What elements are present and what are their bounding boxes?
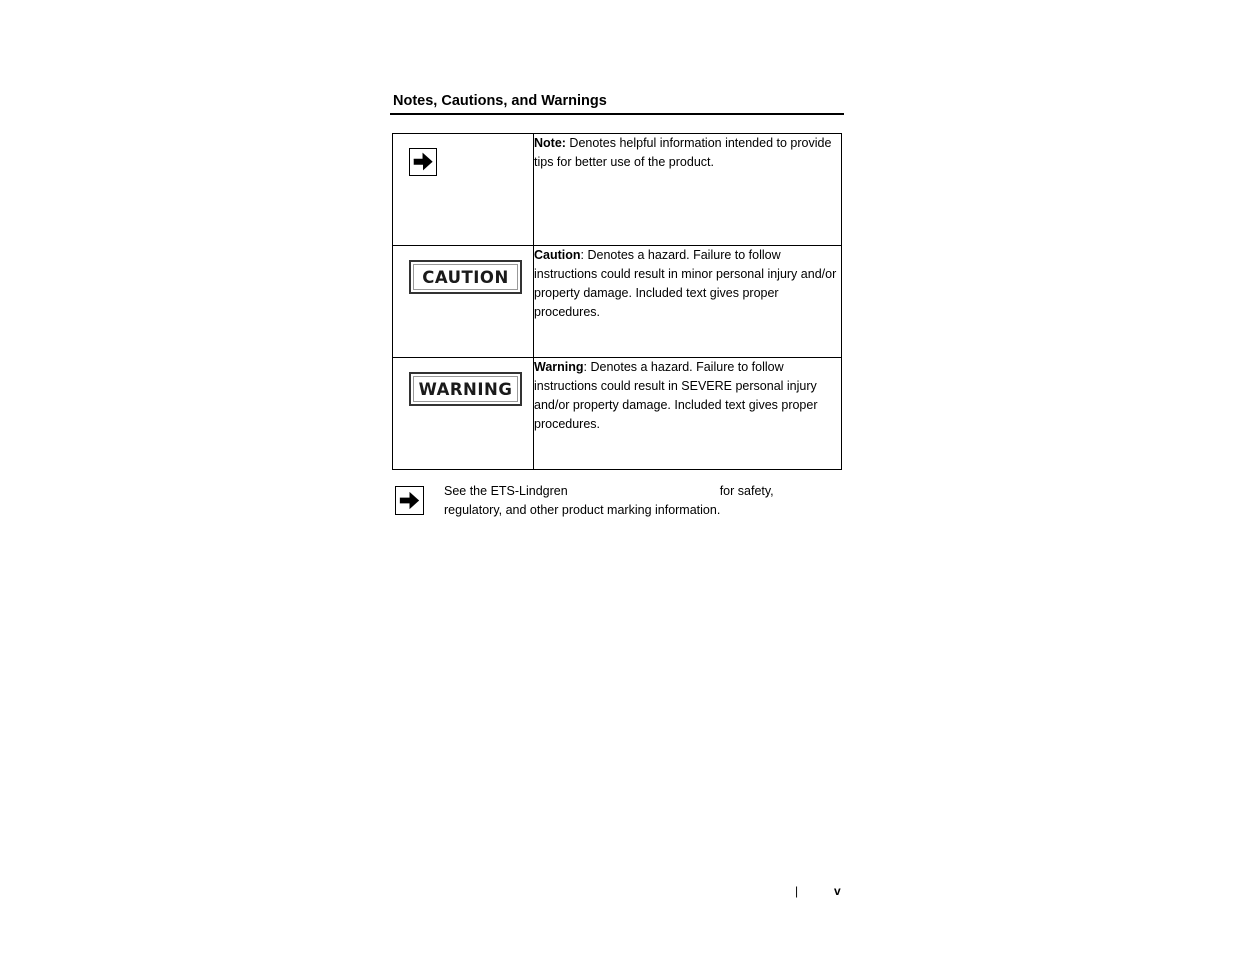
warning-text-cell: [534, 358, 842, 470]
arrow-right-icon: [395, 486, 424, 515]
caution-term: Caution: [534, 248, 581, 262]
warning-term: Warning: [534, 360, 584, 374]
warning-description: : Denotes a hazard. Failure to follow instructions could result in SEVERE personal injury and/or property damage. Included text gives proper procedures.: [534, 360, 818, 431]
warning-label-icon: [409, 372, 522, 406]
footnote-text-before: See the ETS-Lindgren: [444, 484, 568, 498]
footer-separator: |: [795, 884, 799, 898]
section-title: Notes, Cautions, and Warnings: [393, 93, 607, 109]
warning-label: WARNING: [413, 376, 518, 402]
arrow-right-icon: [409, 148, 437, 176]
warning-icon-cell: [393, 358, 534, 470]
note-term: Note:: [534, 136, 566, 150]
title-rule: [390, 113, 844, 115]
caution-description: : Denotes a hazard. Failure to follow instructions could result in minor personal injury and/or property damage. Included text gives proper procedures.: [534, 248, 837, 319]
caution-label-icon: [409, 260, 522, 294]
warning-row: [393, 358, 842, 470]
page-number: v: [834, 884, 841, 898]
caution-icon-cell: [393, 246, 534, 358]
note-icon-cell: [393, 134, 534, 246]
note-description: Denotes helpful information intended to provide tips for better use of the product.: [534, 136, 832, 169]
notices-table: [392, 133, 842, 470]
caution-label: CAUTION: [413, 264, 518, 290]
caution-row: [393, 246, 842, 358]
footnote-text-after: for safety, regulatory, and other product marking information.: [444, 484, 774, 517]
note-row: [393, 134, 842, 246]
caution-text-cell: [534, 246, 842, 358]
footnote-text: [444, 482, 789, 520]
note-text-cell: [534, 134, 842, 246]
